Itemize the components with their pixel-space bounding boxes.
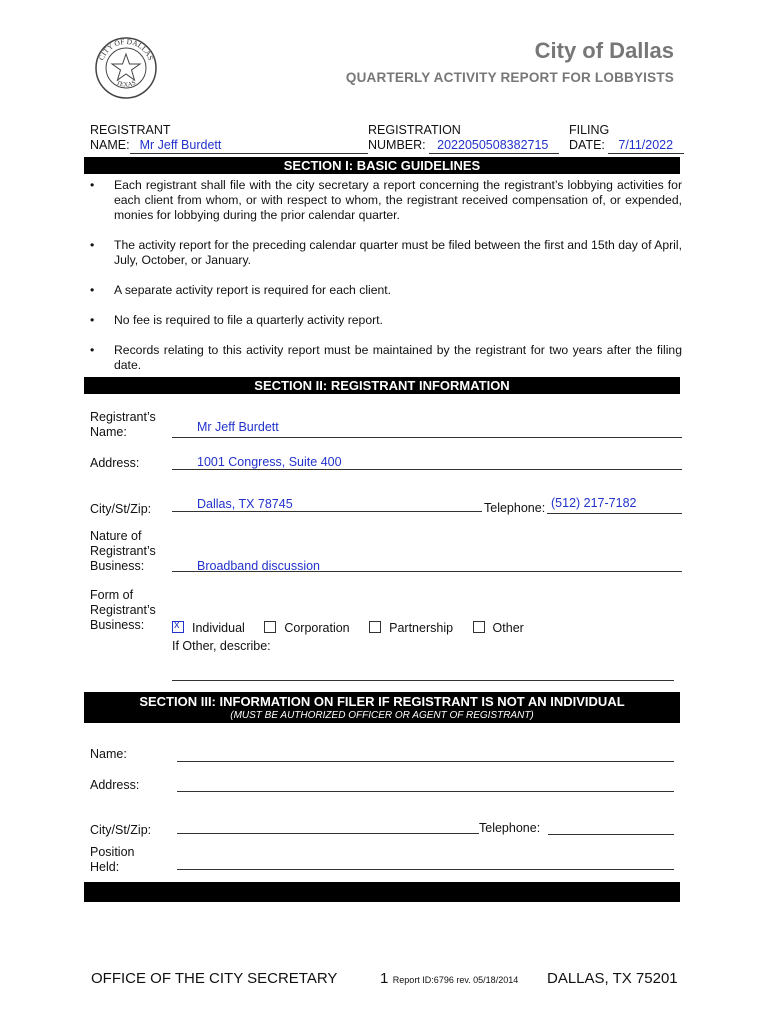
list-item: • Each registrant shall file with the city secretary a report concerning the registrant’s lobbying activities for each client from whom, or with respect to whom, the registrant received compensation of, or expended, monies for lobbying during the prior calendar quarter. (90, 178, 682, 223)
city-value[interactable]: Dallas, TX 78745 (197, 497, 293, 511)
individual-checkbox[interactable] (172, 621, 184, 633)
address-line (172, 469, 682, 470)
city-label: City/St/Zip: (90, 502, 152, 516)
filer-city-line[interactable] (177, 833, 479, 834)
other-checkbox[interactable] (473, 621, 485, 633)
list-item: • A separate activity report is required for each client. (90, 283, 682, 298)
guidelines-list (90, 178, 682, 388)
list-item: • No fee is required to file a quarterly activity report. (90, 313, 682, 328)
nature-line (172, 571, 682, 572)
telephone-label: Telephone: (484, 501, 546, 515)
business-form-options: x Individual Corporation Partnership Other (172, 621, 524, 636)
footer-office: OFFICE OF THE CITY SECRETARY (91, 970, 338, 987)
registrant-name-field[interactable]: Mr Jeff Burdett (130, 138, 368, 154)
nature-value[interactable]: Broadband discussion (197, 559, 320, 573)
list-item: • The activity report for the preceding calendar quarter must be filed between the first and 15th day of April, July, October, or January. (90, 238, 682, 268)
svg-text:TEXAS: TEXAS (115, 79, 137, 89)
section-1-header: SECTION I: BASIC GUIDELINES (84, 157, 680, 174)
filer-telephone-line[interactable] (548, 834, 674, 835)
registrant-name-label: Registrant’s Name: (90, 410, 156, 439)
nature-label: Nature of Registrant’s Business: (90, 529, 156, 573)
page-subtitle: QUARTERLY ACTIVITY REPORT FOR LOBBYISTS (345, 70, 674, 85)
footer-city: DALLAS, TX 75201 (547, 970, 678, 987)
registrant-name-block: REGISTRANT NAME: Mr Jeff Burdett (90, 123, 368, 154)
city-line (172, 511, 482, 512)
telephone-value[interactable]: (512) 217-7182 (551, 496, 637, 510)
footer-page-info (380, 970, 518, 988)
registration-number-field[interactable]: 2022050508382715 (429, 138, 559, 154)
partnership-checkbox[interactable] (369, 621, 381, 633)
section-divider (84, 882, 680, 902)
filer-position-line[interactable] (177, 869, 674, 870)
filer-name-line[interactable] (177, 761, 674, 762)
filer-position-label: Position Held: (90, 845, 135, 874)
filer-address-label: Address: (90, 778, 140, 792)
svg-text:CITY OF DALLAS: CITY OF DALLAS (96, 36, 156, 62)
address-label: Address: (90, 456, 140, 470)
page-title: City of Dallas (534, 38, 674, 63)
report-id: Report ID:6796 rev. 05/18/2014 (392, 975, 519, 985)
other-describe-label: If Other, describe: (172, 639, 271, 653)
telephone-line (547, 513, 682, 514)
filer-address-line[interactable] (177, 791, 674, 792)
filer-name-label: Name: (90, 747, 127, 761)
section-3-header: SECTION III: INFORMATION ON FILER IF REGISTRANT IS NOT AN INDIVIDUAL (MUST BE AUTHORIZED OFFICER OR AGENT OF REGISTRANT) (84, 692, 680, 723)
filing-date-block: FILING DATE: 7/11/2022 (569, 123, 684, 154)
registrant-name-line (172, 437, 682, 438)
filer-telephone-label: Telephone: (479, 821, 541, 835)
page-number: 1 (380, 970, 389, 987)
filer-city-label: City/St/Zip: (90, 823, 152, 837)
address-value[interactable]: 1001 Congress, Suite 400 (197, 455, 342, 469)
section-2-header: SECTION II: REGISTRANT INFORMATION (84, 377, 680, 394)
registrant-name-value[interactable]: Mr Jeff Burdett (197, 420, 279, 434)
filing-date-field[interactable]: 7/11/2022 (608, 138, 684, 154)
registration-number-block: REGISTRATION NUMBER: 2022050508382715 (368, 123, 559, 154)
corporation-checkbox[interactable] (264, 621, 276, 633)
other-describe-line[interactable] (172, 680, 674, 681)
city-seal-logo (94, 36, 158, 100)
form-label: Form of Registrant’s Business: (90, 588, 156, 632)
list-item: • Records relating to this activity report must be maintained by the registrant for two years after the filing date. (90, 343, 682, 373)
